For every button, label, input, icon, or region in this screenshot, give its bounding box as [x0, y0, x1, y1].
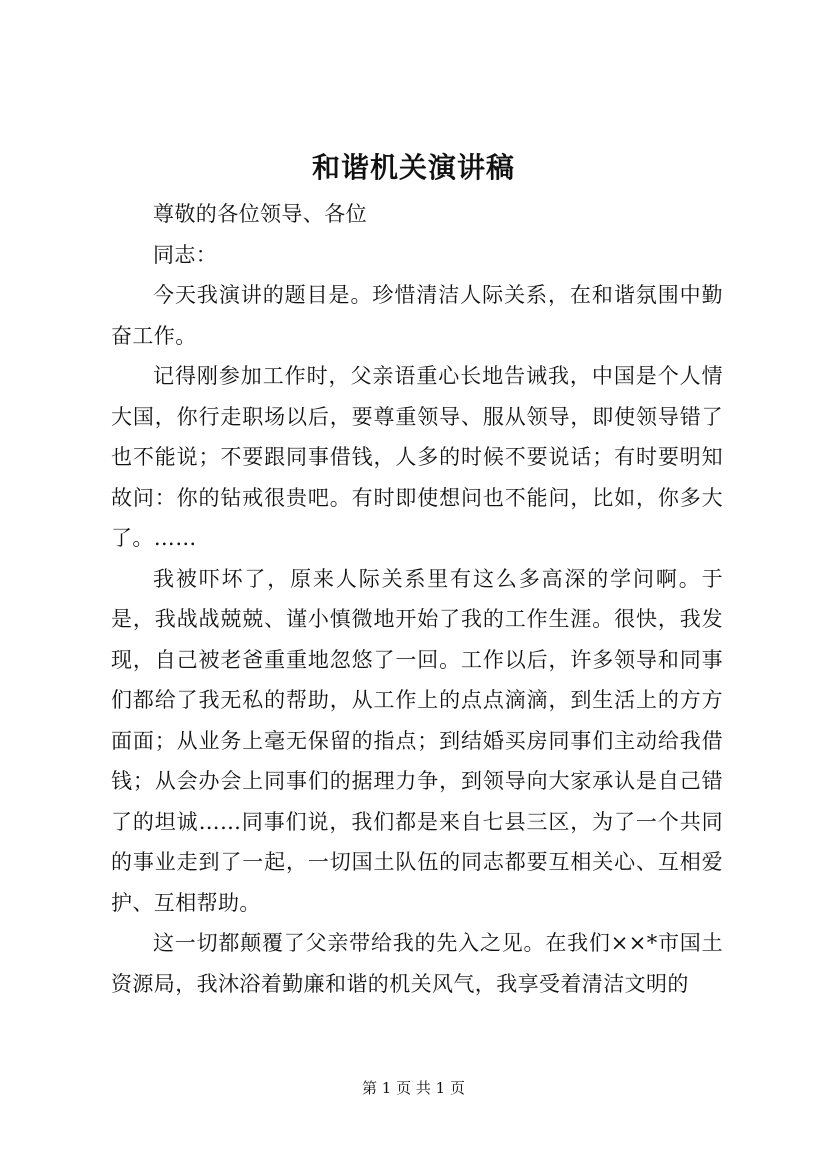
page-number-footer: 第 1 页 共 1 页	[362, 1079, 465, 1097]
paragraph-topic: 今天我演讲的题目是。珍惜清洁人际关系，在和谐氛围中勤奋工作。	[111, 283, 723, 348]
paragraph-father-advice: 记得刚参加工作时，父亲语重心长地告诫我，中国是个人情大国，你行走职场以后，要尊重领导、服从领导，即使领导错了也不能说；不要跟同事借钱，人多的时候不要说话；有时要明知故问：你的钻戒很贵吧。有时即使想问也不能问，比如，你多大了。……	[111, 364, 723, 550]
paragraph-salutation: 尊敬的各位领导、各位	[153, 202, 367, 226]
paragraph-salutation-continued: 同志：	[153, 242, 218, 267]
paragraph-work-experience: 我被吓坏了，原来人际关系里有这么多高深的学问啊。于是，我战战兢兢、谨小慎微地开始了我的工作生涯。很快，我发现，自己被老爸重重地忽悠了一回。工作以后，许多领导和同事们都给了我无私的帮助，从工作上的点点滴滴，到生活上的方方面面；从业务上毫无保留的指点；到结婚买房同事们主动给我借钱；从会办会上同事们的据理力争，到领导向大家承认是自己错了的坦诚……同事们说，我们都是来自七县三区，为了一个共同的事业走到了一起，一切国土队伍的同志都要互相关心、互相爱护、互相帮助。	[111, 566, 723, 915]
document-body	[111, 194, 723, 1004]
paragraph-conclusion: 这一切都颠覆了父亲带给我的先入之见。在我们××*市国土资源局，我沐浴着勤廉和谐的机关风气，我享受着清洁文明的	[111, 931, 723, 996]
document-title: 和谐机关演讲稿	[311, 151, 515, 184]
